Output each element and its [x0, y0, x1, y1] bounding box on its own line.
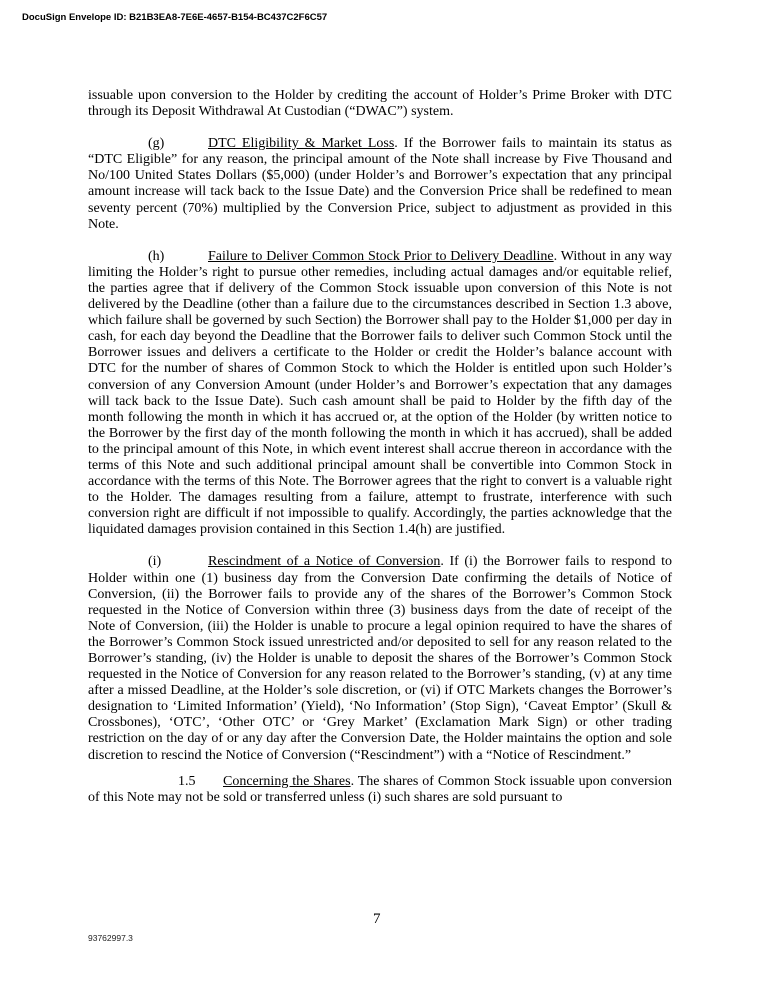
section-heading: DTC Eligibility & Market Loss — [208, 136, 395, 152]
section-label: (i) — [148, 554, 162, 570]
section-heading: Rescindment of a Notice of Conversion — [208, 554, 441, 570]
page-number: 7 — [373, 911, 381, 927]
paragraph-1-5 — [88, 774, 672, 806]
section-label: 1.5 — [178, 773, 196, 789]
section-text: . Without in any way limiting the Holder’s right to pursue other remedies, including actual damages and/or equitable relief, the parties agree that if delivery of the Common Stock issuable upon conversion of this Note is not delivered by the Deadline (other than a failure due to the circumstances described in Section 1.3 above, which failure shall be governed by such Section) the Borrower shall pay to the Holder $1,000 per day in cash, for each day beyond the Deadline that the Borrower fails to deliver such Common Stock until the Borrower issues and delivers a certificate to the Holder or credit the Holder’s balance account with DTC for the number of shares of Common Stock to which the Holder is entitled upon such Holder’s conversion of any Conversion Amount (under Holder’s and Borrower’s expectation that any damages will tack back to the Issue Date). Such cash amount shall be paid to Holder by the fifth day of the month following the month in which it has accrued or, at the option of the Holder (by written notice to the Borrower by the first day of the month following the month in which it has accrued), shall be added to the principal amount of this Note, in which event interest shall accrue thereon in accordance with the terms of this Note and such additional principal amount shall be convertible into Common Stock in accordance with the terms of this Note. The Borrower agrees that the right to convert is a valuable right to the Holder. The damages resulting from a failure, attempt to frustrate, interference with such conversion right are difficult if not impossible to qualify. Accordingly, the parties acknowledge that the liquidated damages provision contained in this Section 1.4(h) are justified. — [88, 248, 672, 538]
section-heading: Failure to Deliver Common Stock Prior to Delivery Deadline — [208, 248, 554, 264]
section-text: . If (i) the Borrower fails to respond to Holder within one (1) business day from the Conversion Date confirming the details of Notice of Conversion, (ii) the Borrower fails to provide any of the shares of the Borrower’s Common Stock requested in the Notice of Conversion within three (3) business days from the date of receipt of the Note of Conversion, (iii) the Holder is unable to procure a legal opinion required to have the shares of the Borrower’s Common Stock issued unrestricted and/or deposited to sell for any reason related to the Borrower’s standing, (iv) the Holder is unable to deposit the shares of the Borrower’s Common Stock requested in the Notice of Conversion for any reason related to the Borrower’s standing, (v) at any time after a missed Deadline, at the Holder’s sole discretion, or (vi) if OTC Markets changes the Borrower’s designation to ‘Limited Information’ (Yield), ‘No Information’ (Stop Sign), ‘Caveat Emptor’ (Skull & Crossbones), ‘OTC’, ‘Other OTC’ or ‘Grey Market’ (Exclamation Mark Sign) or other trading restriction on the day of or any day after the Conversion Date, the Holder maintains the option and sole discretion to rescind the Notice of Conversion (“Rescindment”) with a “Notice of Rescindment.” — [88, 554, 672, 763]
section-label: (h) — [148, 248, 165, 264]
paragraph-continuation: issuable upon conversion to the Holder by crediting the account of Holder’s Prime Broker with DTC through its Deposit Withdrawal At Custodian (“DWAC”) system. — [88, 88, 672, 120]
section-text: . The shares of Common Stock issuable upon conversion of this Note may not be sold or transferred unless (i) such shares are sold pursuant to — [88, 773, 672, 805]
document-page — [88, 88, 672, 822]
paragraph-g — [88, 136, 672, 233]
section-text: . If the Borrower fails to maintain its status as “DTC Eligible” for any reason, the principal amount of the Note shall increase by Five Thousand and No/100 United States Dollars ($5,000) (under Holder’s and Borrower’s expectation that any principal amount increase will tack back to the Issue Date) and the Conversion Price shall be redefined to mean seventy percent (70%) multiplied by the Conversion Price, subject to adjustment as provided in this Note. — [88, 136, 672, 232]
section-label: (g) — [148, 136, 165, 152]
docusign-envelope-id: DocuSign Envelope ID: B21B3EA8-7E6E-4657-B154-BC437C2F6C57 — [22, 12, 328, 23]
paragraph-h — [88, 249, 672, 539]
paragraph-i — [88, 554, 672, 763]
section-heading: Concerning the Shares — [223, 773, 351, 789]
document-id: 93762997.3 — [88, 933, 133, 943]
